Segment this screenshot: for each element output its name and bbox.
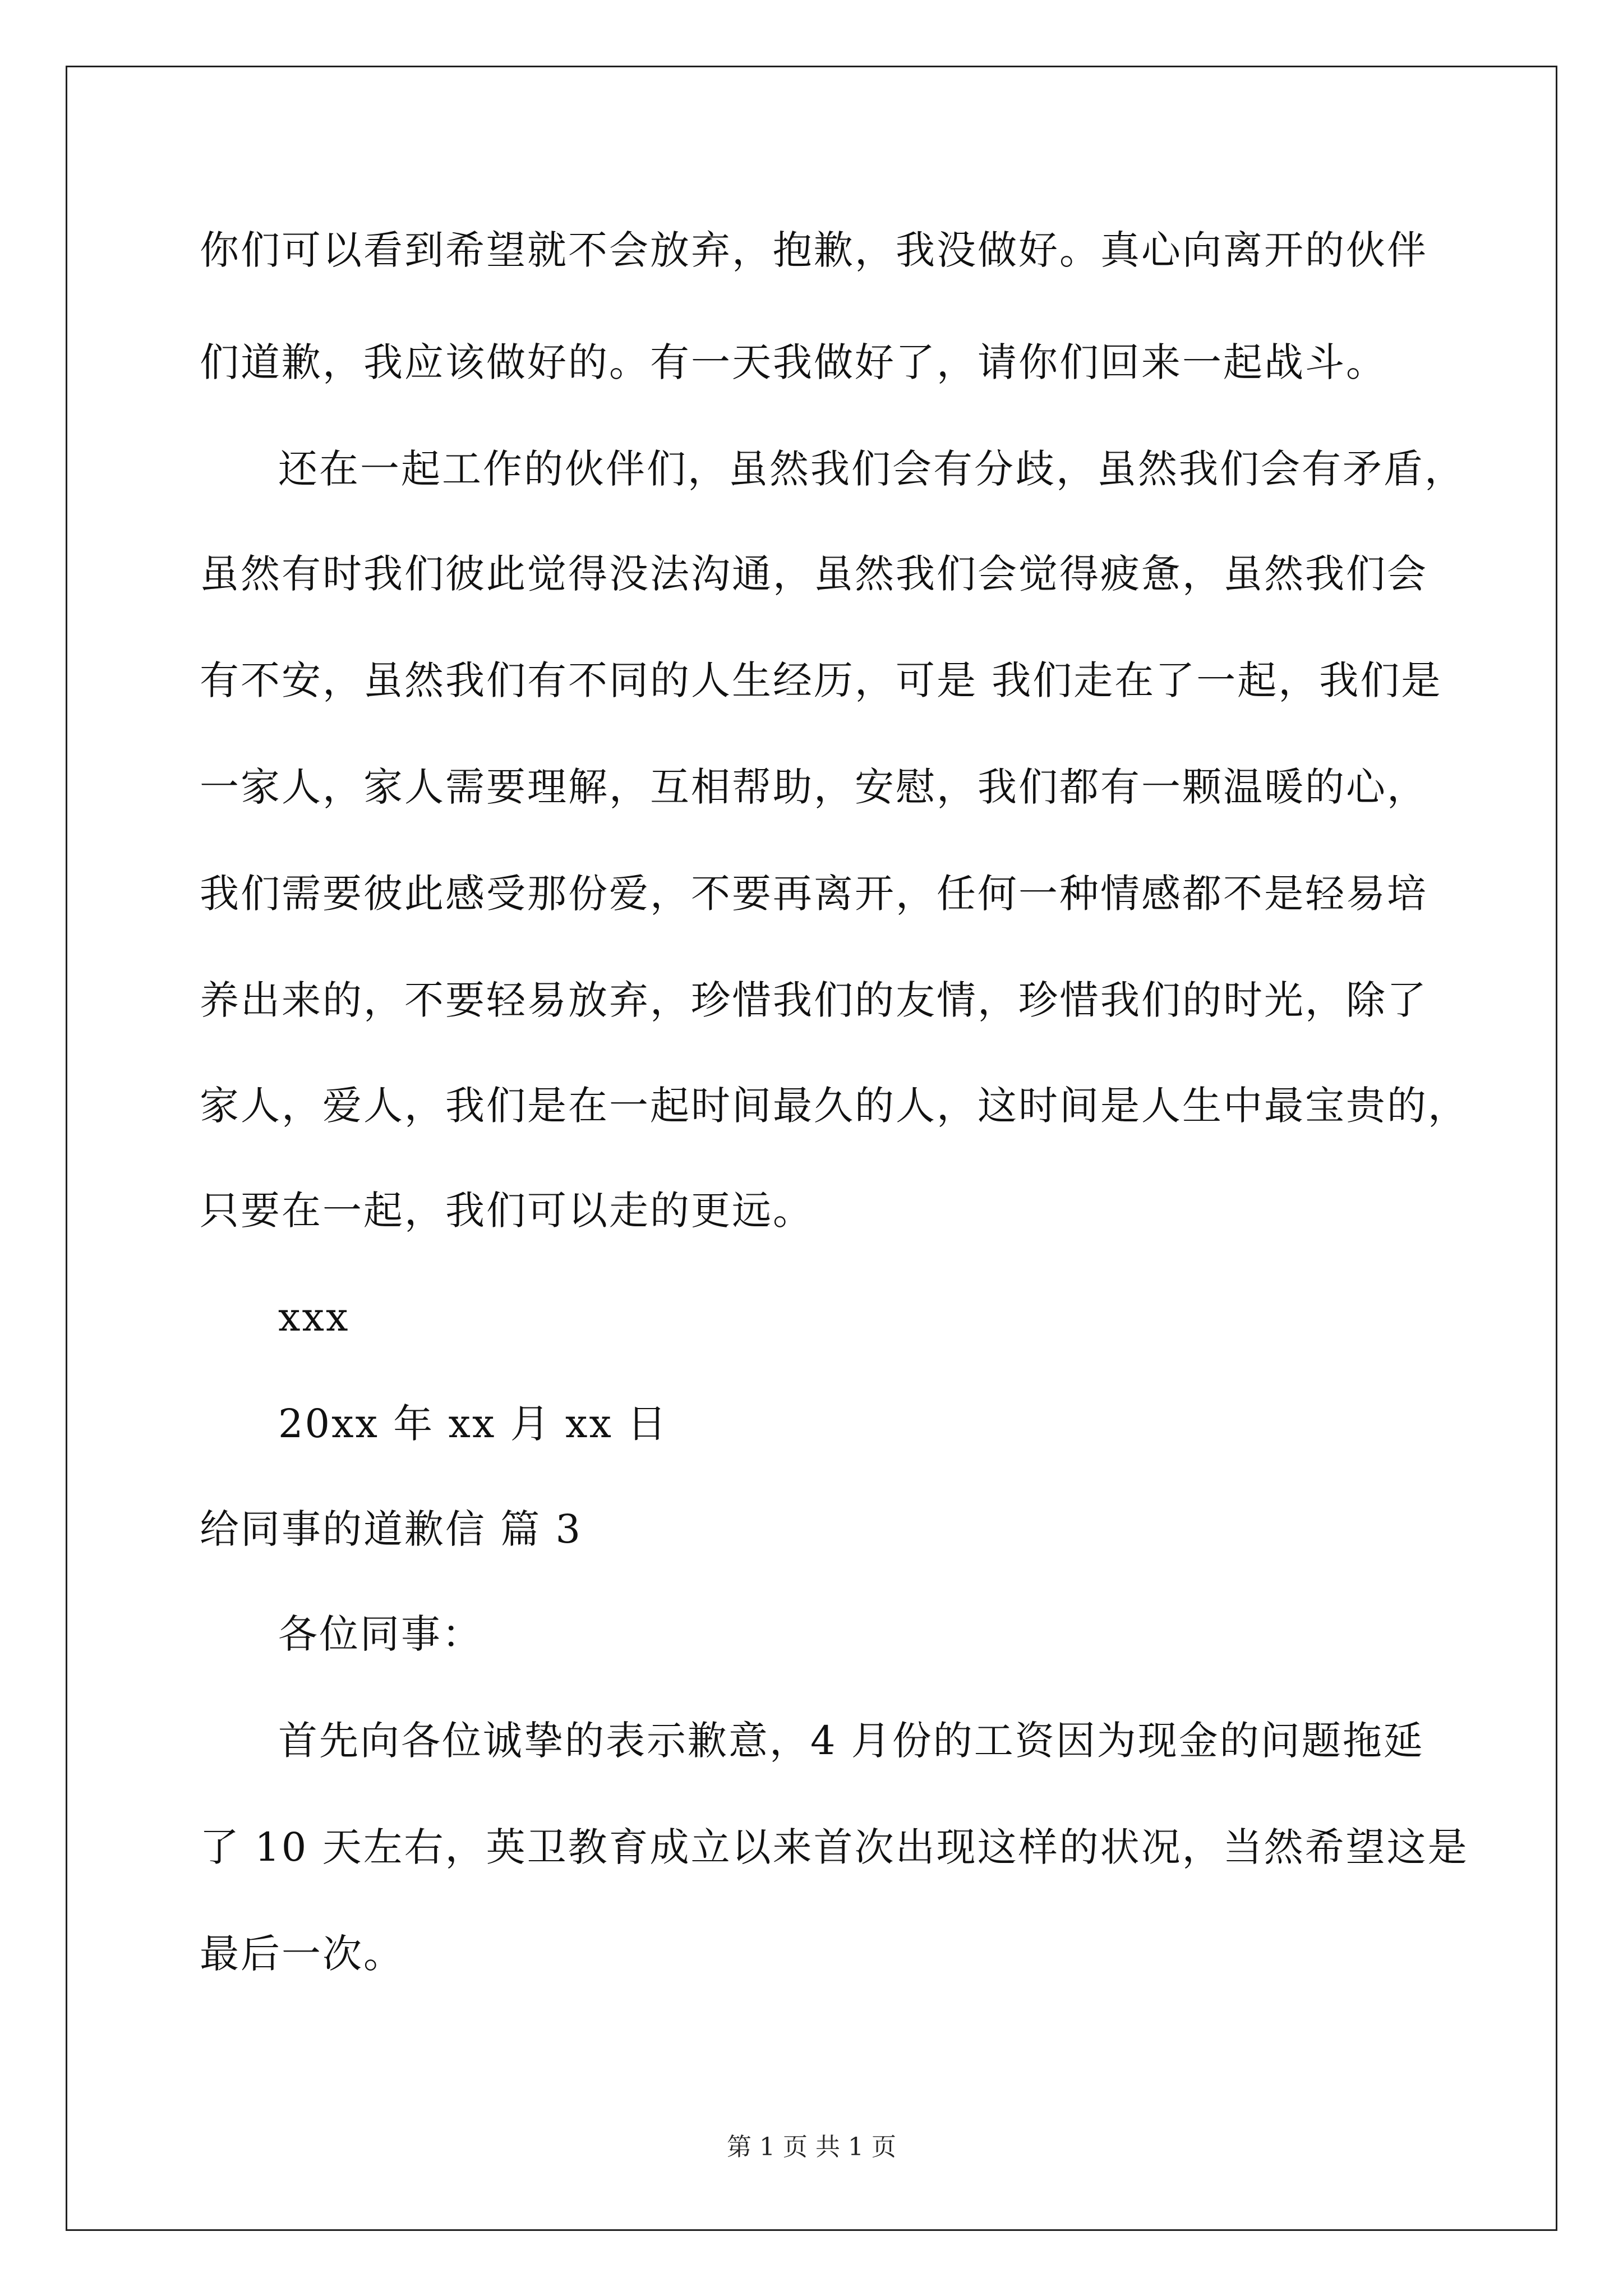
- text-line: 一家人，家人需要理解，互相帮助，安慰，我们都有一颗温暖的心，: [200, 764, 1428, 810]
- signature: xxx: [278, 1294, 350, 1340]
- text-line: 你们可以看到希望就不会放弃，抱歉，我没做好。真心向离开的伙伴: [200, 227, 1428, 273]
- text-line: 还在一起工作的伙伴们，虽然我们会有分歧，虽然我们会有矛盾，: [278, 446, 1465, 492]
- section-title: 给同事的道歉信 篇 3: [200, 1506, 583, 1552]
- text-line: 只要在一起，我们可以走的更远。: [200, 1188, 814, 1234]
- text-line: 家人，爱人，我们是在一起时间最久的人，这时间是人生中最宝贵的，: [200, 1083, 1469, 1129]
- page-border: [66, 66, 1557, 2231]
- text-line: 我们需要彼此感受那份爱，不要再离开，任何一种情感都不是轻易培: [200, 871, 1428, 917]
- salutation: 各位同事：: [278, 1611, 483, 1657]
- text-line: 首先向各位诚挚的表示歉意，4 月份的工资因为现金的问题拖延: [278, 1718, 1424, 1764]
- text-line: 最后一次。: [200, 1931, 404, 1977]
- date: 20xx 年 xx 月 xx 日: [278, 1401, 668, 1447]
- text-line: 有不安，虽然我们有不同的人生经历，可是 我们走在了一起，我们是: [200, 657, 1442, 703]
- text-line: 们道歉，我应该做好的。有一天我做好了，请你们回来一起战斗。: [200, 339, 1387, 385]
- text-line: 了 10 天左右，英卫教育成立以来首次出现这样的状况，当然希望这是: [200, 1824, 1469, 1870]
- page-footer: 第 1 页 共 1 页: [727, 2133, 896, 2161]
- text-line: 养出来的，不要轻易放弃，珍惜我们的友情，珍惜我们的时光，除了: [200, 977, 1428, 1023]
- text-line: 虽然有时我们彼此觉得没法沟通，虽然我们会觉得疲惫，虽然我们会: [200, 551, 1428, 597]
